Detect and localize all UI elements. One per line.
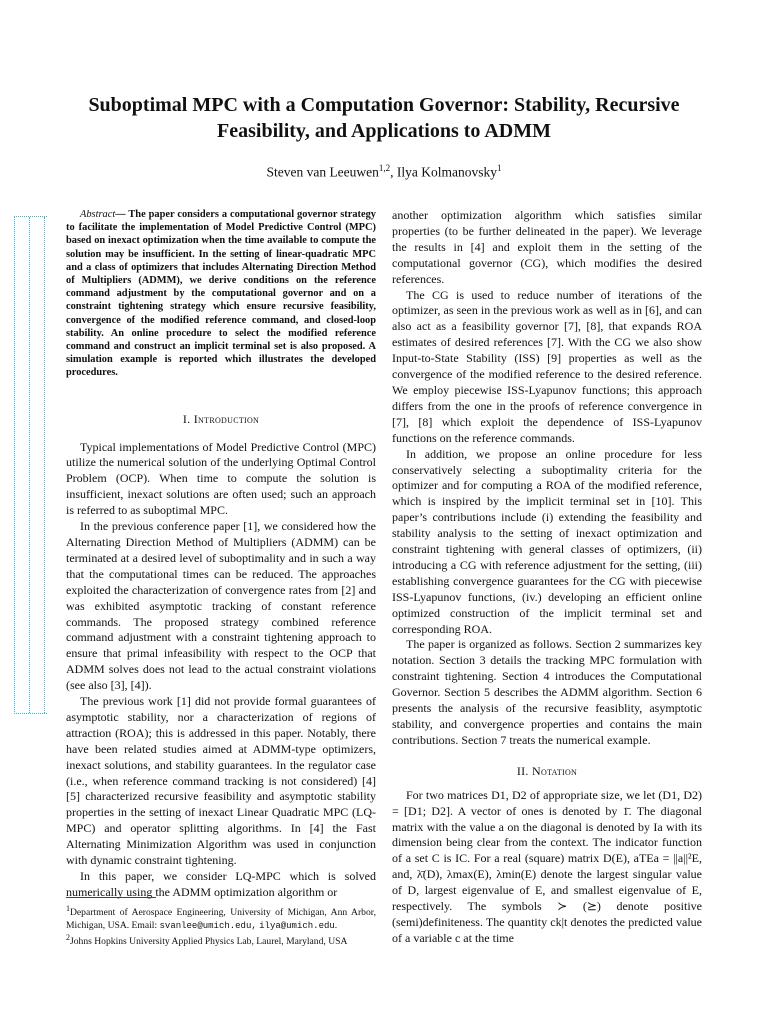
footnote-affiliation-1	[66, 903, 376, 932]
footnote-mark: 2	[66, 933, 70, 942]
footnote-rule	[66, 897, 156, 898]
footnote-text: Department of Aerospace Engineering, University of Michigan, Ann Arbor, Michigan, USA. Email:	[66, 907, 376, 931]
paper-title: Suboptimal MPC with a Computation Governor: Stability, Recursive Feasibility, and Applications to ADMM	[88, 94, 680, 142]
abstract-label: Abstract	[80, 209, 116, 220]
author-affiliation-mark: 1,2	[378, 163, 391, 173]
section-heading-introduction	[66, 412, 376, 428]
abstract	[66, 208, 376, 380]
author-line	[40, 163, 728, 181]
body-paragraph: The previous work [1] did not provide formal guarantees of asymptotic stability, nor a characterization of regions of attraction (ROA); this is addressed in this paper. Notably, there have been related studies aimed at ADMM-type optimizers, inexact solutions, and stability guarantees. In the regulator case (i.e., when reference command tracking is not considered) [4] [5] characterized recursive feasibility and asymptotic stability properties in the setting of inexact Linear Quadratic MPC (LQ-MPC) and operator splitting algorithms. In [4] the Fast Alternating Minimization Algorithm was used in conjunction with dynamic constraint tightening.	[66, 694, 376, 868]
footnote-text: .	[334, 919, 338, 931]
footnote-affiliation-2	[66, 932, 376, 949]
body-paragraph: In the previous conference paper [1], we considered how the Alternating Direction Method of Multipliers (ADMM) can be terminated at a desired level of suboptimality and in such a way that the computational times can be reduced. The approaches exploited the characterization of convergence rates from [2] and was exhibited asymptotic tracking of constant reference commands. The proposed strategy combined reference command adjustment with a constraint tightening approach to ensure that primal infeasibility with respect to the OCP that ADMM solves does not lead to the actual constraint violations (see also [3], [4]).	[66, 519, 376, 693]
body-paragraph: In addition, we propose an online procedure for less conservatively selecting a suboptimality criteria for the optimizer and for computing a ROA of the modified reference, which is inspired by the implicit terminal set in [10]. This paper’s contributions include (i) extending the feasibility and stability analysis to the setting of inexact optimization and constraint tightening with general classes of optimizers, (ii) introducing a CG with reference adjustment for the setting, (iii) establishing convergence guarantees for the CG with piecewise ISS-Lyapunov functions, (iv.) developing an efficient online optimized construction of the implicit terminal set and corresponding ROA.	[392, 446, 702, 636]
footnote-text: Johns Hopkins University Applied Physics Lab, Laurel, Maryland, USA	[70, 936, 348, 948]
section-heading-notation	[392, 764, 702, 780]
section-name: Notation	[532, 763, 578, 778]
section-number: I.	[182, 411, 194, 426]
section-number: II.	[516, 763, 533, 778]
left-column	[66, 208, 376, 901]
footnote-mark: 1	[66, 904, 70, 913]
abstract-text: — The paper considers a computational governor strategy to facilitate the implementation of Model Predictive Control (MPC) based on inexact optimization when the time available to compute the solution may be insufficient. In the setting of linear-quadratic MPC and a class of optimizers that includes Alternating Direction Method of Multipliers (ADMM), we derive conditions on the reference command adjustment by the computational governor and on a constraint tightening strategy which ensure recursive feasibility, convergence of the modified reference command, and closed-loop stability. An online procedure to select the modified reference command and construct an implicit terminal set is also proposed. A simulation example is reported which illustrates the developed procedures.	[66, 209, 376, 379]
author-separator: ,	[390, 164, 397, 180]
body-paragraph: In this paper, we consider LQ-MPC which is solved numerically using the ADMM optimization algorithm or	[66, 869, 376, 899]
margin-annotation-marks	[14, 216, 47, 714]
body-paragraph: For two matrices D1, D2 of appropriate size, we let (D1, D2) = [D1; D2]. A vector of ones is denoted by 1̄. The diagonal matrix with the value a on the diagonal is denoted by Ia with its dimension being clear from the context. The indicator function of a set C is IC. For a real (square) matrix D(E), aTEa = ||a||²E, and, λ̄(D), λmax(E), λmin(E) denote the largest singular value of D, largest eigenvalue of E, and smallest eigenvalue of E, respectively. The symbols ≻ (⪰) denote positive (semi)definiteness. The quantity ck|t denotes the predicted value of a variable c at the time	[392, 787, 702, 945]
email-address[interactable]: svanlee@umich.edu,	[159, 920, 257, 931]
author-name: Steven van Leeuwen	[266, 164, 379, 180]
section-name: Introduction	[193, 411, 260, 426]
author-name: Ilya Kolmanovsky	[396, 164, 498, 180]
body-paragraph: Typical implementations of Model Predictive Control (MPC) utilize the numerical solution of the underlying Optimal Control Problem (OCP). When time to compute the solution is insufficient, inexact solutions are often used; such an approach is referred to as suboptimal MPC.	[66, 439, 376, 518]
body-paragraph: The paper is organized as follows. Section 2 summarizes key notation. Section 3 details the tracking MPC formulation with constraint tightening. Section 4 introduces the Computational Governor. Section 5 describes the ADMM algorithm. Section 6 presents the analysis of the recursive feasiblity, asymptotic stability, and convergence properties and contains the main contributions. Section 7 treats the numerical example.	[392, 637, 702, 747]
body-paragraph: The CG is used to reduce number of iterations of the optimizer, as seen in the previous work as well as in [6], and can also act as a feasibility governor [7], [8], that expands ROA estimates of desired references [7]. With the CG we also show Input-to-State Stability (ISS) [9] properties as well as the convergence of the modified reference to the desired reference. We employ piecewise ISS-Lyapunov functions; this approach differs from the one in the proofs of reference convergence in [7], [8] which exploit the dependence of ISS-Lyapunov functions on the reference commands.	[392, 287, 702, 445]
author-affiliation-mark: 1	[497, 163, 502, 173]
footnotes	[66, 897, 376, 949]
email-address[interactable]: ilya@umich.edu	[259, 920, 335, 931]
right-column	[392, 208, 702, 947]
body-paragraph: another optimization algorithm which satisfies similar properties (to be further delineated in the paper). We leverage the results in [4] and exploit them in the setting of the computational governor (CG), which modifies the desired references.	[392, 208, 702, 286]
